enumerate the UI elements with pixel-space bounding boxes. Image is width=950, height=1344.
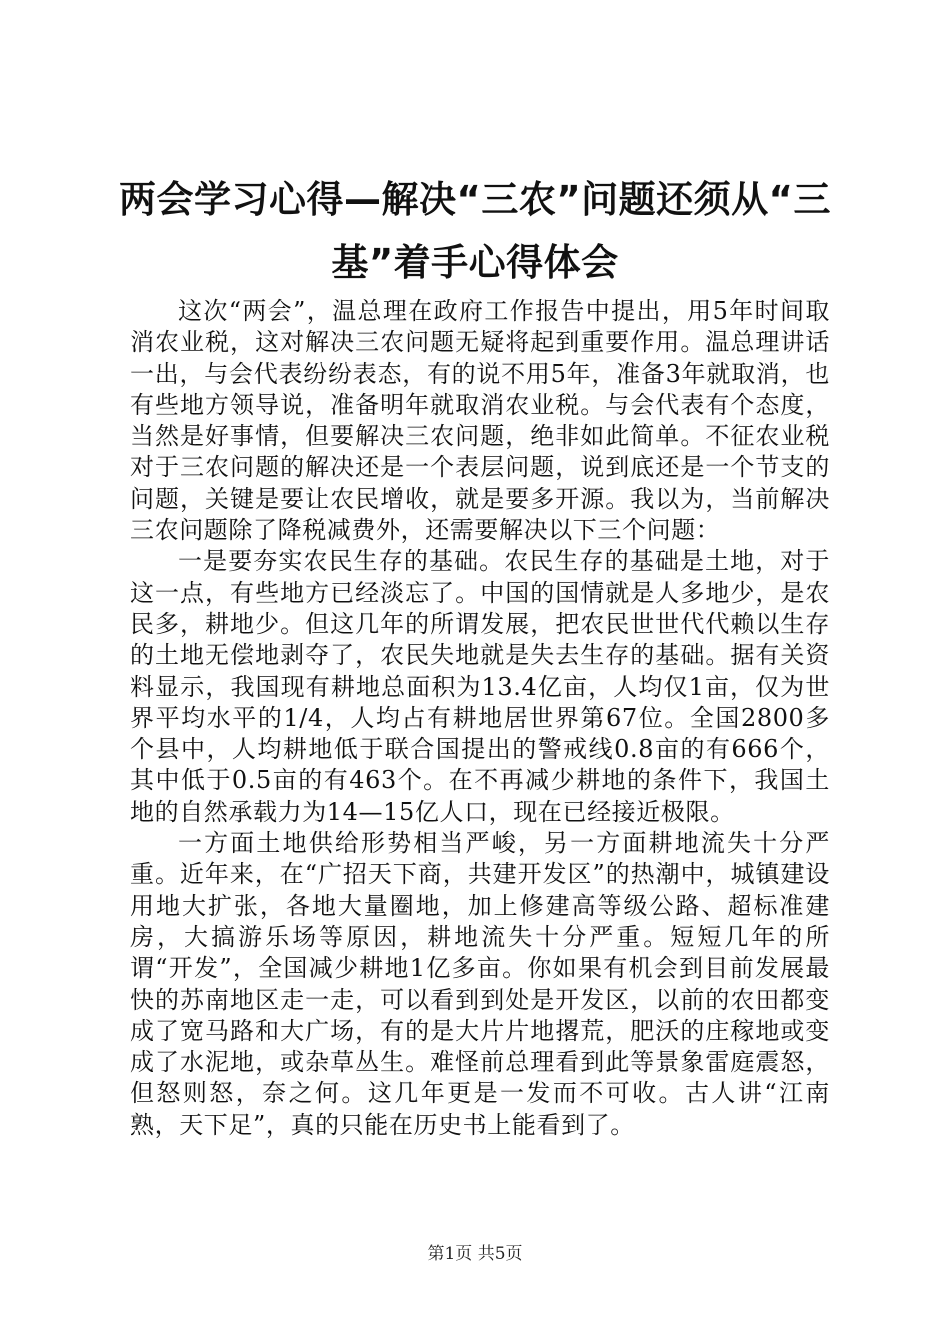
document-title: 两会学习心得—解决“三农”问题还须从“三基”着手心得体会 xyxy=(119,178,831,284)
paragraph-land-loss: 一方面土地供给形势相当严峻，另一方面耕地流失十分严重。近年来，在“广招天下商，共建开发区”的热潮中，城镇建设用地大扩张，各地大量圈地，加上修建高等级公路、超标准建房，大搞游乐场等原因，耕地流失十分严重。短短几年的所谓“开发”，全国减少耕地1亿多亩。你如果有机会到目前发展最快的苏南地区走一走，可以看到到处是开发区，以前的农田都变成了宽马路和大广场，有的是大片片地撂荒，肥沃的庄稼地或变成了水泥地，或杂草丛生。难怪前总理看到此等景象雷庭震怒，但怒则怒，奈之何。这几年更是一发而不可收。古人讲“江南熟，天下足”，真的只能在历史书上能看到了。 xyxy=(130,829,830,1139)
paragraph-intro: 这次“两会”，温总理在政府工作报告中提出，用5年时间取消农业税，这对解决三农问题无疑将起到重要作用。温总理讲话一出，与会代表纷纷表态，有的说不用5年，准备3年就取消，也有些地方领导说，准备明年就取消农业税。与会代表有个态度，当然是好事情，但要解决三农问题，绝非如此简单。不征农业税对于三农问题的解决还是一个表层问题，说到底还是一个节支的问题，关键是要让农民增收，就是要多开源。我以为，当前解决三农问题除了降税减费外，还需要解决以下三个问题： xyxy=(130,297,830,545)
document-body xyxy=(130,296,830,1141)
page-number-footer: 第1页 共5页 xyxy=(427,1244,523,1264)
paragraph-land-foundation: 一是要夯实农民生存的基础。农民生存的基础是土地，对于这一点，有些地方已经淡忘了。中国的国情就是人多地少，是农民多，耕地少。但这几年的所谓发展，把农民世世代代赖以生存的土地无偿地剥夺了，农民失地就是失去生存的基础。据有关资料显示，我国现有耕地总面积为13.4亿亩，人均仅1亩，仅为世界平均水平的1/4，人均占有耕地居世界第67位。全国2800多个县中，人均耕地低于联合国提出的警戒线0.8亩的有666个，其中低于0.5亩的有463个。在不再减少耕地的条件下，我国土地的自然承载力为14—15亿人口，现在已经接近极限。 xyxy=(130,547,830,826)
